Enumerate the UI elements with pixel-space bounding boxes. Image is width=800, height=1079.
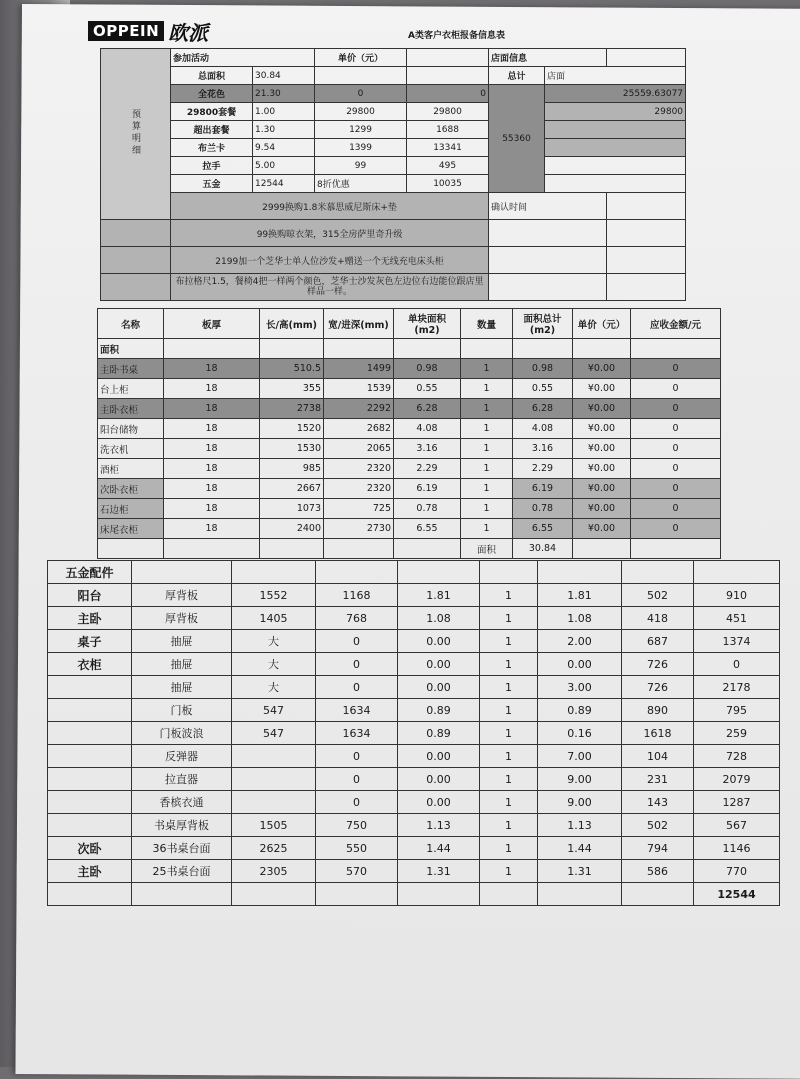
area-cell-a: 0.78 [394,499,461,519]
hardware-cell-l: 大 [232,630,316,653]
area-cell-a: 2.29 [394,459,461,479]
hardware-cell-amt: 728 [694,745,780,768]
area-cell-a: 6.19 [394,479,461,499]
hardware-cell-p: 143 [622,791,694,814]
hardware-row [48,699,780,722]
area-cell-total: 0.55 [513,379,573,399]
hardware-cell-q: 1 [480,768,538,791]
hardware-row [48,722,780,745]
store-label: 店面 [545,67,686,85]
hardware-cell-amt: 451 [694,607,780,630]
hardware-cell-a: 1.13 [398,814,480,837]
hardware-cell-a: 0.00 [398,676,480,699]
area-cell-w: 2682 [324,419,394,439]
hardware-cell-a: 0.00 [398,768,480,791]
store-info-header: 店面信息 [489,49,607,67]
area-cell-t: 18 [164,359,260,379]
area-cell-a: 6.55 [394,519,461,539]
hardware-cell-q: 1 [480,860,538,883]
area-total-label: 面积 [461,539,513,559]
confirm-time-label: 确认时间 [489,193,607,220]
hardware-row [48,653,780,676]
hardware-cell-p: 502 [622,814,694,837]
promo-line: 99换购晾衣架，315全房萨里奇升级 [171,220,489,247]
hardware-cell-t: 0.16 [538,722,622,745]
area-cell-price: ¥0.00 [573,419,631,439]
area-cell-amt: 0 [631,359,721,379]
hardware-cell-n: 25书桌台面 [132,860,232,883]
hardware-cell-l: 547 [232,699,316,722]
hardware-row [48,768,780,791]
area-cell-price: ¥0.00 [573,359,631,379]
hardware-cell-amt: 567 [694,814,780,837]
hardware-cell-a: 1.31 [398,860,480,883]
hardware-row [48,791,780,814]
hardware-cell-a: 1.44 [398,837,480,860]
area-cell-t: 18 [164,439,260,459]
col-header: 长/高(mm) [260,309,324,339]
hardware-cell-g: 衣柜 [48,653,132,676]
hardware-cell-a: 1.81 [398,584,480,607]
area-cell-total: 2.29 [513,459,573,479]
area-cell-l: 2738 [260,399,324,419]
hardware-row [48,676,780,699]
hardware-cell-q: 1 [480,630,538,653]
col-header: 板厚 [164,309,260,339]
hardware-cell-g: 主卧 [48,860,132,883]
hardware-cell-w: 0 [316,630,398,653]
area-cell-total: 0.78 [513,499,573,519]
hardware-cell-w: 0 [316,653,398,676]
area-cell-q: 1 [461,379,513,399]
hardware-cell-n: 拉直器 [132,768,232,791]
area-cell-t: 18 [164,419,260,439]
promo-line: 2199加一个芝华士单人位沙发+赠送一个无线充电床头柜 [171,247,489,274]
area-cell-l: 1530 [260,439,324,459]
hardware-cell-n: 香槟衣通 [132,791,232,814]
hardware-cell-amt: 259 [694,722,780,745]
area-cell-l: 985 [260,459,324,479]
total-label: 总计 [489,67,545,85]
hardware-cell-w: 550 [316,837,398,860]
area-cell-amt: 0 [631,419,721,439]
hardware-cell-g: 阳台 [48,584,132,607]
col-header: 数量 [461,309,513,339]
budget-side-label: 预算明细 [130,108,140,157]
budget-table: 预算明细 参加活动 单价（元） 店面信息 总面积 30.84 总计 店面 全花色 21.30 0 0 55360 25559.63077 29800套餐 1.00 29800 29800 29800 超出套餐 1.30 1299 1688 布兰卡 9.54 1399 13341 拉手 5.00 99 495 五金 12544 8折优惠 10035 2999换购1.8米慕思威尼斯床+垫 确认时间 99换购晾衣架，315全房萨里奇升级 2199加一个芝华士单人位沙发+赠送一个无线充电床头柜 布拉格尺1.5，餐椅4把一样两个颜色，芝华士沙发灰色左边位右边能位跟店里样品一样。 [100,48,686,301]
col-header: 名称 [98,309,164,339]
hardware-cell-g [48,768,132,791]
oppein-logo [88,20,238,45]
hardware-cell-n: 厚背板 [132,607,232,630]
area-cell-q: 1 [461,479,513,499]
area-cell-price: ¥0.00 [573,439,631,459]
area-cell-a: 4.08 [394,419,461,439]
col-header: 单块面积(m2) [394,309,461,339]
document-title: A类客户衣柜报备信息表 [408,31,505,41]
hardware-cell-t: 2.00 [538,630,622,653]
hardware-cell-t: 9.00 [538,791,622,814]
area-cell-amt: 0 [631,499,721,519]
hardware-cell-t: 1.13 [538,814,622,837]
area-cell-w: 2065 [324,439,394,459]
col-header: 面积总计(m2) [513,309,573,339]
hardware-row [48,837,780,860]
hardware-cell-g [48,676,132,699]
area-cell-t: 18 [164,459,260,479]
hardware-cell-amt: 2079 [694,768,780,791]
area-row [98,399,721,419]
area-cell-price: ¥0.00 [573,519,631,539]
area-cell-t: 18 [164,379,260,399]
hardware-cell-a: 0.00 [398,630,480,653]
hardware-cell-p: 794 [622,837,694,860]
hardware-cell-l: 2305 [232,860,316,883]
hardware-cell-l: 547 [232,722,316,745]
hardware-row [48,630,780,653]
hardware-cell-g [48,722,132,745]
hardware-cell-w: 1634 [316,699,398,722]
area-cell-a: 0.55 [394,379,461,399]
area-cell-l: 355 [260,379,324,399]
area-row [98,439,721,459]
hardware-cell-t: 0.89 [538,699,622,722]
area-cell-a: 6.28 [394,399,461,419]
hardware-cell-l: 1405 [232,607,316,630]
hardware-cell-w: 570 [316,860,398,883]
hardware-cell-l: 1505 [232,814,316,837]
hardware-cell-p: 586 [622,860,694,883]
hardware-cell-w: 1168 [316,584,398,607]
hardware-cell-t: 0.00 [538,653,622,676]
hardware-table [47,560,780,906]
area-cell-amt: 0 [631,479,721,499]
area-cell-amt: 0 [631,379,721,399]
area-cell-price: ¥0.00 [573,459,631,479]
hardware-cell-amt: 0 [694,653,780,676]
hardware-cell-l [232,791,316,814]
hardware-cell-p: 890 [622,699,694,722]
unit-price-header: 单价（元） [315,49,407,67]
hardware-cell-t: 7.00 [538,745,622,768]
hardware-cell-a: 0.89 [398,722,480,745]
hardware-cell-q: 1 [480,814,538,837]
hardware-cell-a: 1.08 [398,607,480,630]
area-cell-name: 阳台储物 [98,419,164,439]
area-cell-total: 6.55 [513,519,573,539]
hardware-cell-w: 750 [316,814,398,837]
hardware-cell-t: 9.00 [538,768,622,791]
area-cell-w: 2320 [324,459,394,479]
hardware-cell-l: 2625 [232,837,316,860]
hardware-cell-t: 1.08 [538,607,622,630]
area-total-value: 30.84 [513,539,573,559]
hardware-row [48,860,780,883]
area-cell-t: 18 [164,479,260,499]
activity-header: 参加活动 [171,49,315,67]
logo-text-en: OPPEIN [88,21,164,41]
hardware-cell-amt: 1287 [694,791,780,814]
hardware-cell-p: 1618 [622,722,694,745]
hardware-cell-n: 书桌厚背板 [132,814,232,837]
area-cell-amt: 0 [631,459,721,479]
hardware-cell-amt: 1146 [694,837,780,860]
hardware-cell-g [48,699,132,722]
area-cell-l: 510.5 [260,359,324,379]
hardware-cell-amt: 770 [694,860,780,883]
hardware-cell-w: 0 [316,745,398,768]
area-cell-name: 洗衣机 [98,439,164,459]
hardware-cell-a: 0.89 [398,699,480,722]
hardware-cell-p: 104 [622,745,694,768]
hardware-cell-p: 418 [622,607,694,630]
hardware-row [48,607,780,630]
area-cell-name: 酒柜 [98,459,164,479]
hardware-cell-p: 726 [622,653,694,676]
hardware-cell-t: 1.44 [538,837,622,860]
hardware-cell-g [48,814,132,837]
hardware-cell-w: 1634 [316,722,398,745]
area-cell-w: 2292 [324,399,394,419]
promo-line: 2999换购1.8米慕思威尼斯床+垫 [171,193,489,220]
area-cell-q: 1 [461,459,513,479]
area-cell-q: 1 [461,419,513,439]
area-cell-a: 0.98 [394,359,461,379]
hardware-cell-g [48,745,132,768]
area-cell-name: 主卧衣柜 [98,399,164,419]
hardware-cell-g: 次卧 [48,837,132,860]
col-header: 宽/进深(mm) [324,309,394,339]
area-cell-l: 1073 [260,499,324,519]
hardware-cell-w: 0 [316,676,398,699]
area-cell-w: 1539 [324,379,394,399]
hardware-cell-n: 厚背板 [132,584,232,607]
col-header: 单价（元） [573,309,631,339]
hardware-cell-n: 抽屉 [132,676,232,699]
area-cell-price: ¥0.00 [573,399,631,419]
hardware-cell-a: 0.00 [398,745,480,768]
area-cell-q: 1 [461,519,513,539]
hardware-cell-q: 1 [480,791,538,814]
area-row [98,419,721,439]
hardware-cell-q: 1 [480,837,538,860]
area-row [98,359,721,379]
hardware-cell-w: 0 [316,791,398,814]
area-table [97,308,721,559]
area-cell-total: 0.98 [513,359,573,379]
hardware-row [48,745,780,768]
hardware-cell-amt: 2178 [694,676,780,699]
hardware-cell-p: 231 [622,768,694,791]
area-cell-name: 台上柜 [98,379,164,399]
promo-line: 布拉格尺1.5，餐椅4把一样两个颜色，芝华士沙发灰色左边位右边能位跟店里样品一样。 [171,274,489,301]
area-cell-amt: 0 [631,519,721,539]
area-cell-l: 2400 [260,519,324,539]
area-cell-name: 次卧衣柜 [98,479,164,499]
budget-row-name: 总面积 [171,67,253,85]
area-cell-q: 1 [461,439,513,459]
area-cell-t: 18 [164,519,260,539]
hardware-row [48,814,780,837]
hardware-cell-p: 502 [622,584,694,607]
hardware-cell-q: 1 [480,584,538,607]
hardware-cell-q: 1 [480,745,538,768]
hardware-row [48,584,780,607]
area-cell-price: ¥0.00 [573,379,631,399]
hardware-cell-amt: 910 [694,584,780,607]
hardware-cell-n: 门板 [132,699,232,722]
area-cell-q: 1 [461,499,513,519]
hardware-cell-l: 大 [232,676,316,699]
hardware-cell-l [232,768,316,791]
area-cell-w: 725 [324,499,394,519]
hardware-cell-w: 0 [316,768,398,791]
area-cell-w: 1499 [324,359,394,379]
area-cell-q: 1 [461,359,513,379]
area-row [98,519,721,539]
area-cell-price: ¥0.00 [573,499,631,519]
hardware-cell-g [48,791,132,814]
hardware-cell-n: 36书桌台面 [132,837,232,860]
area-cell-price: ¥0.00 [573,479,631,499]
area-cell-w: 2320 [324,479,394,499]
hardware-cell-t: 1.31 [538,860,622,883]
hardware-cell-n: 门板波浪 [132,722,232,745]
hardware-cell-n: 反弹器 [132,745,232,768]
hardware-cell-n: 抽屉 [132,653,232,676]
hardware-cell-l: 1552 [232,584,316,607]
area-cell-name: 主卧书桌 [98,359,164,379]
grand-total: 12544 [694,883,780,906]
hardware-cell-a: 0.00 [398,653,480,676]
hardware-cell-a: 0.00 [398,791,480,814]
hardware-cell-w: 768 [316,607,398,630]
hardware-cell-t: 3.00 [538,676,622,699]
hardware-cell-q: 1 [480,699,538,722]
area-row [98,479,721,499]
area-cell-name: 石边柜 [98,499,164,519]
area-cell-name: 床尾衣柜 [98,519,164,539]
hardware-cell-q: 1 [480,607,538,630]
hardware-cell-amt: 1374 [694,630,780,653]
area-cell-q: 1 [461,399,513,419]
area-cell-total: 6.28 [513,399,573,419]
hardware-cell-q: 1 [480,676,538,699]
area-cell-t: 18 [164,399,260,419]
area-row [98,379,721,399]
logo-text-cn: 欧派 [168,20,209,45]
hardware-cell-l [232,745,316,768]
col-header: 应收金额/元 [631,309,721,339]
area-cell-amt: 0 [631,439,721,459]
hardware-cell-q: 1 [480,722,538,745]
area-cell-amt: 0 [631,399,721,419]
hardware-cell-p: 687 [622,630,694,653]
hardware-cell-g: 主卧 [48,607,132,630]
total-value: 55360 [489,85,545,193]
area-cell-total: 6.19 [513,479,573,499]
area-cell-l: 2667 [260,479,324,499]
area-cell-total: 3.16 [513,439,573,459]
area-cell-w: 2730 [324,519,394,539]
hardware-cell-amt: 795 [694,699,780,722]
area-row [98,459,721,479]
area-cell-a: 3.16 [394,439,461,459]
area-section-label: 面积 [98,339,164,359]
hardware-cell-t: 1.81 [538,584,622,607]
area-row [98,499,721,519]
hardware-cell-l: 大 [232,653,316,676]
area-cell-total: 4.08 [513,419,573,439]
hardware-cell-g: 桌子 [48,630,132,653]
hardware-section-title: 五金配件 [48,561,132,584]
hardware-cell-q: 1 [480,653,538,676]
area-cell-l: 1520 [260,419,324,439]
hardware-cell-n: 抽屉 [132,630,232,653]
hardware-cell-p: 726 [622,676,694,699]
area-cell-t: 18 [164,499,260,519]
